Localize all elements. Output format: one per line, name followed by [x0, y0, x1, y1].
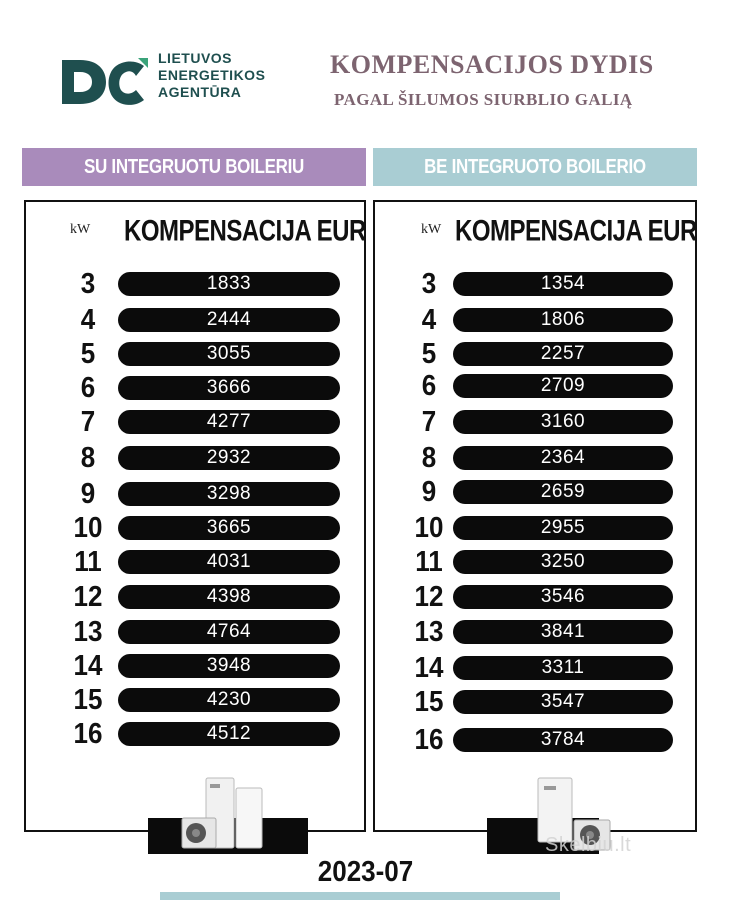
page-title: KOMPENSACIJOS DYDIS [330, 50, 654, 79]
table-row [375, 614, 695, 648]
left-compensation-table [24, 200, 366, 832]
compensation-amount: 3841 [453, 620, 673, 644]
table-row [26, 302, 364, 336]
logo-text-line1: LIETUVOS [158, 50, 233, 66]
kw-value: 8 [80, 440, 96, 474]
table-row [26, 544, 364, 578]
compensation-amount: 4277 [118, 410, 340, 434]
compensation-amount: 3311 [453, 656, 673, 680]
table-row [26, 510, 364, 544]
watermark: Skelbiu.lt [545, 834, 632, 856]
table-row [26, 336, 364, 370]
left-column-banner [22, 148, 366, 186]
kw-value: 10 [73, 510, 103, 544]
kw-value: 7 [421, 404, 437, 438]
compensation-amount: 3160 [453, 410, 673, 434]
kw-value: 12 [414, 579, 444, 613]
table-row [26, 370, 364, 404]
logo-text-line3: AGENTŪRA [158, 84, 242, 100]
compensation-amount: 4398 [118, 585, 340, 609]
compensation-amount: 3546 [453, 585, 673, 609]
compensation-amount: 1806 [453, 308, 673, 332]
table-row [375, 368, 695, 402]
kw-value: 9 [80, 476, 96, 510]
kw-column-header: kW [421, 222, 442, 237]
table-row [375, 474, 695, 508]
right-compensation-table [373, 200, 697, 832]
kw-value: 5 [421, 336, 437, 370]
kw-value: 13 [414, 614, 444, 648]
compensation-amount: 2932 [118, 446, 340, 470]
table-row [375, 302, 695, 336]
kw-value: 11 [415, 544, 443, 578]
table-row [375, 544, 695, 578]
compensation-amount: 1833 [118, 272, 340, 296]
compensation-amount: 3547 [453, 690, 673, 714]
date-label [0, 856, 731, 887]
compensation-amount: 4031 [118, 550, 340, 574]
kw-value: 14 [73, 648, 103, 682]
compensation-amount: 4764 [118, 620, 340, 644]
table-row [26, 266, 364, 300]
compensation-amount: 3666 [118, 376, 340, 400]
compensation-amount: 2444 [118, 308, 340, 332]
compensation-amount: 2955 [453, 516, 673, 540]
kw-value: 4 [80, 302, 96, 336]
compensation-amount: 2257 [453, 342, 673, 366]
table-row [375, 684, 695, 718]
compensation-amount: 3784 [453, 728, 673, 752]
kw-value: 15 [73, 682, 103, 716]
compensation-amount: 3948 [118, 654, 340, 678]
table-row [26, 682, 364, 716]
kw-value: 16 [414, 722, 444, 756]
table-row [26, 404, 364, 438]
kw-value: 11 [74, 544, 102, 578]
compensation-amount: 2364 [453, 446, 673, 470]
table-row [26, 476, 364, 510]
compensation-amount: 1354 [453, 272, 673, 296]
right-column-banner [373, 148, 697, 186]
compensation-column-header: KOMPENSACIJA EUR [124, 214, 366, 248]
kw-value: 5 [80, 336, 96, 370]
kw-value: 3 [80, 266, 96, 300]
lea-logo [58, 50, 298, 110]
kw-value: 3 [421, 266, 437, 300]
date-text: 2023-07 [317, 854, 414, 888]
kw-value: 14 [414, 650, 444, 684]
table-row [375, 404, 695, 438]
compensation-amount: 4512 [118, 722, 340, 746]
kw-value: 13 [73, 614, 103, 648]
table-row [26, 579, 364, 613]
table-row [375, 579, 695, 613]
kw-value: 16 [73, 716, 103, 750]
kw-value: 7 [80, 404, 96, 438]
table-row [375, 336, 695, 370]
kw-value: 6 [80, 370, 96, 404]
lea-logo-icon [58, 56, 150, 108]
kw-value: 10 [414, 510, 444, 544]
table-row [375, 650, 695, 684]
right-banner-label: BE INTEGRUOTO BOILERIO [424, 155, 646, 178]
table-row [375, 266, 695, 300]
compensation-amount: 3665 [118, 516, 340, 540]
kw-value: 6 [421, 368, 437, 402]
kw-value: 4 [421, 302, 437, 336]
table-row [26, 648, 364, 682]
compensation-amount: 3250 [453, 550, 673, 574]
table-row [26, 440, 364, 474]
kw-value: 15 [414, 684, 444, 718]
compensation-amount: 2709 [453, 374, 673, 398]
table-row [26, 614, 364, 648]
kw-value: 12 [73, 579, 103, 613]
kw-value: 8 [421, 440, 437, 474]
left-banner-label: SU INTEGRUOTU BOILERIU [83, 155, 305, 178]
page-subtitle: PAGAL ŠILUMOS SIURBLIO GALIĄ [334, 90, 633, 109]
compensation-column-header: KOMPENSACIJA EUR [455, 214, 697, 248]
table-row [375, 440, 695, 474]
table-row [375, 722, 695, 756]
compensation-amount: 2659 [453, 480, 673, 504]
compensation-amount: 3298 [118, 482, 340, 506]
compensation-amount: 3055 [118, 342, 340, 366]
table-row [26, 716, 364, 750]
heat-pump-with-boiler-image [178, 772, 278, 852]
table-row [375, 510, 695, 544]
logo-text-line2: ENERGETIKOS [158, 67, 266, 83]
compensation-amount: 4230 [118, 688, 340, 712]
kw-value: 9 [421, 474, 437, 508]
bottom-color-bar [160, 892, 560, 900]
kw-column-header: kW [70, 222, 91, 237]
